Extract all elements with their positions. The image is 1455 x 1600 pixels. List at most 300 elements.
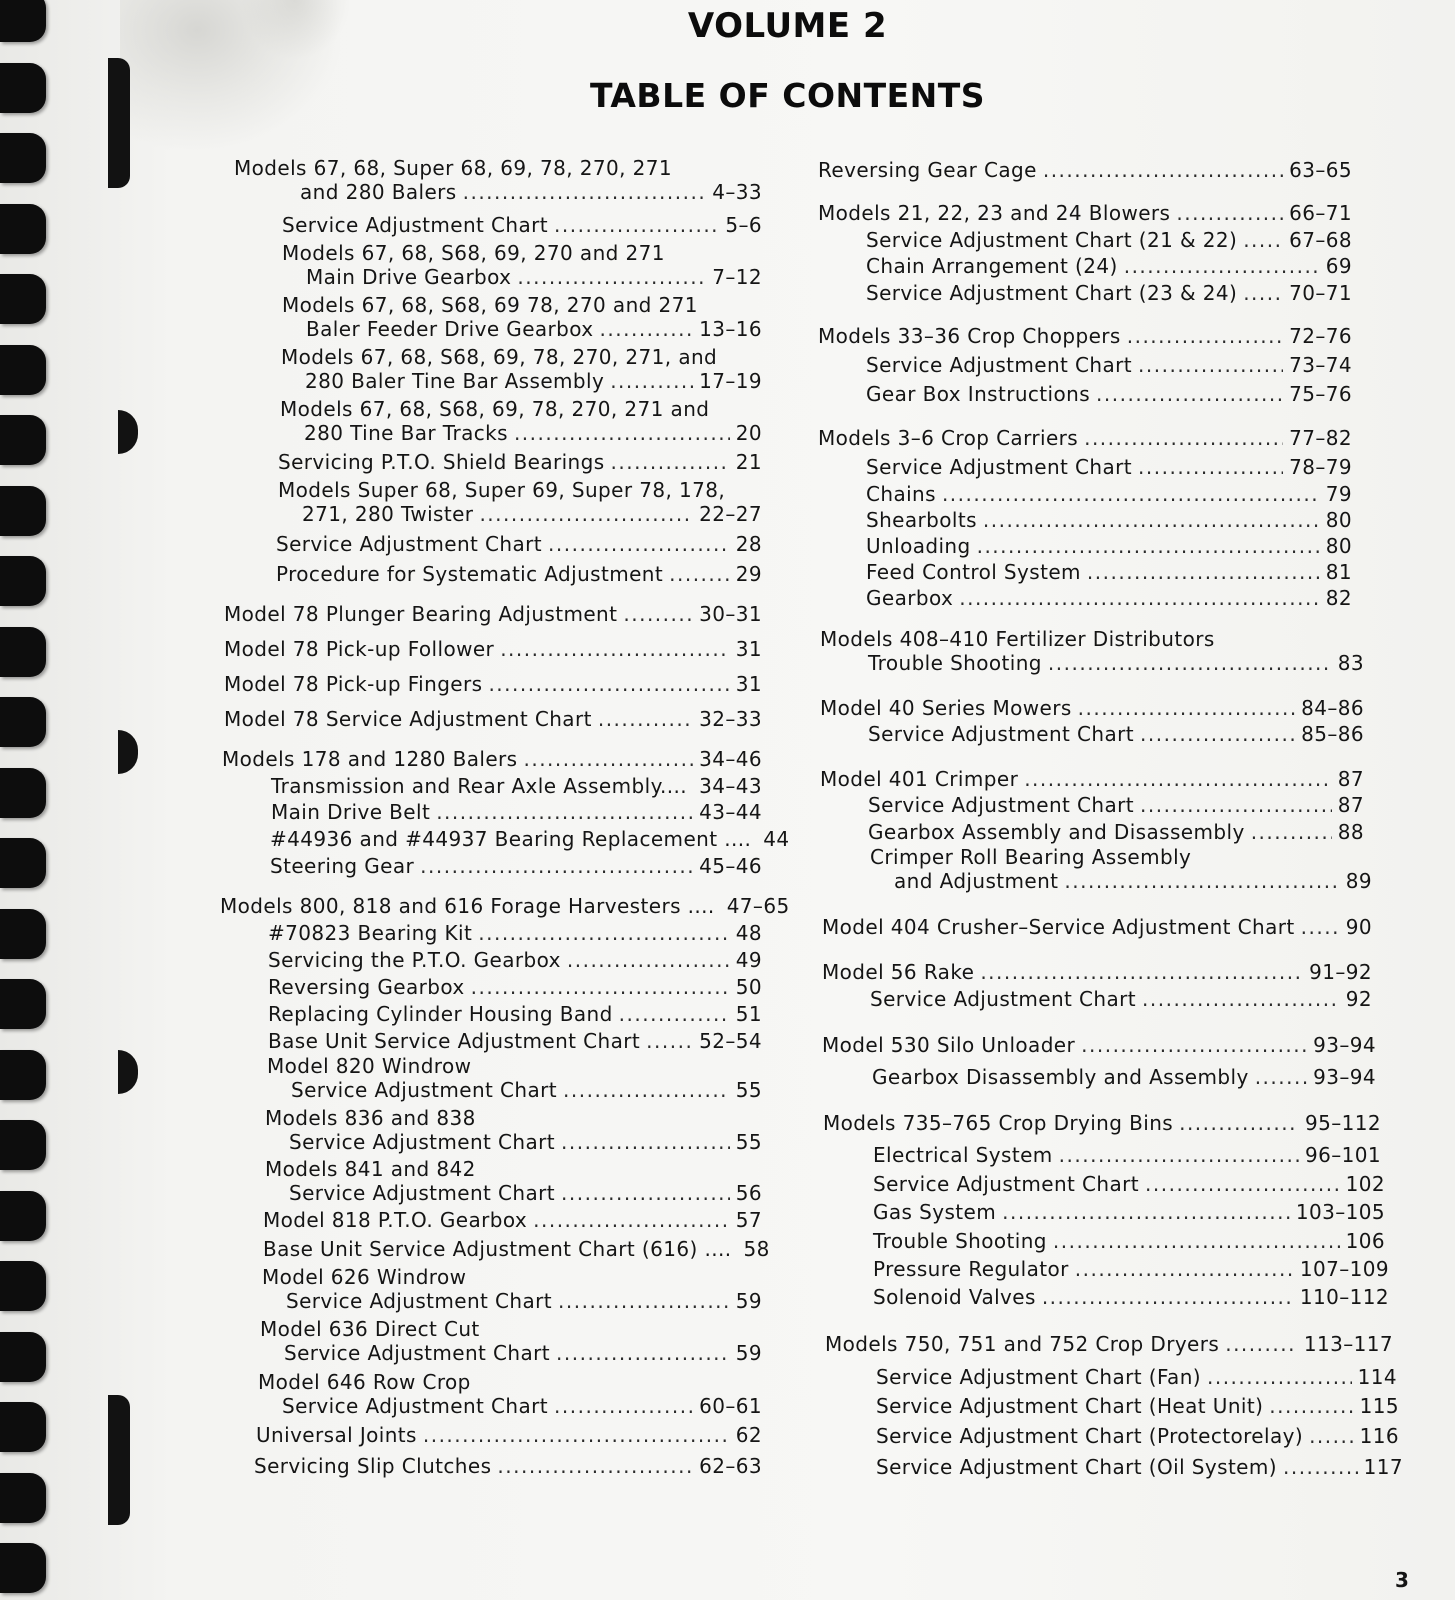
toc-entry-page: 106: [1345, 1229, 1385, 1253]
toc-entry-page: 91–92: [1309, 960, 1372, 984]
toc-entry: [263, 1237, 770, 1261]
toc-entry: [306, 265, 762, 289]
dot-leader: [556, 1341, 730, 1365]
toc-entry-page: 51: [735, 1002, 762, 1026]
toc-entry: [282, 1394, 762, 1418]
dot-leader: [1176, 201, 1283, 225]
toc-entry-title: Procedure for Systematic Adjustment: [276, 562, 664, 586]
toc-entry-title: Chain Arrangement (24): [866, 254, 1118, 278]
toc-entry-title: Universal Joints: [256, 1423, 417, 1447]
dot-leader: [1243, 228, 1283, 252]
toc-entry: [873, 1229, 1385, 1253]
binding-coil: [0, 768, 46, 818]
toc-entry-page: 113–117: [1303, 1332, 1393, 1356]
toc-entry: [876, 1365, 1397, 1389]
volume-heading: VOLUME 2: [687, 6, 888, 46]
toc-entry: [820, 767, 1364, 791]
toc-entry-page: 50: [735, 975, 762, 999]
toc-entry-page: 22–27: [699, 502, 762, 526]
toc-entry: [220, 894, 790, 918]
toc-entry: [873, 1257, 1389, 1281]
toc-entry-page: 49: [735, 948, 762, 972]
toc-entry: [289, 1130, 762, 1154]
dot-leader: [1251, 820, 1332, 844]
toc-entry: [268, 948, 762, 972]
toc-entry: [818, 426, 1352, 450]
dot-leader: [548, 532, 730, 556]
toc-entry: [222, 747, 762, 771]
toc-entry-title: Service Adjustment Chart: [284, 1341, 551, 1365]
toc-entry-title: Shearbolts: [866, 508, 977, 532]
page-number: 3: [1395, 1568, 1409, 1592]
toc-entry-title: Service Adjustment Chart: [866, 455, 1133, 479]
dot-leader: [497, 1454, 693, 1478]
toc-entry: [284, 1341, 762, 1365]
binding-coil: [0, 838, 46, 888]
toc-entry-title: Reversing Gear Cage: [818, 158, 1037, 182]
toc-entry-title: Model 78 Service Adjustment Chart: [224, 707, 592, 731]
toc-entry-page: 73–74: [1289, 353, 1352, 377]
dot-leader: [561, 1181, 730, 1205]
toc-entry-title: Electrical System: [873, 1143, 1053, 1167]
toc-entry-title: Models 735–765 Crop Drying Bins: [823, 1111, 1174, 1135]
toc-entry-page: 115: [1359, 1394, 1399, 1418]
toc-entry-page: 31: [735, 637, 762, 661]
toc-entry-page: 56: [735, 1181, 762, 1205]
dot-leader: [1053, 1229, 1340, 1253]
toc-entry-page: 48: [735, 921, 762, 945]
dot-leader: [1179, 1111, 1299, 1135]
dot-leader: [1059, 1143, 1299, 1167]
toc-entry: [823, 1111, 1381, 1135]
dot-leader: [436, 800, 693, 824]
dot-leader: [423, 1423, 730, 1447]
toc-entry: [872, 1065, 1376, 1089]
toc-entry-title: Models 33–36 Crop Choppers: [818, 324, 1121, 348]
toc-entry-page: 4–33: [712, 180, 762, 204]
toc-entry-title: Pressure Regulator: [873, 1257, 1069, 1281]
toc-entry-title: and Adjustment: [894, 869, 1059, 893]
toc-entry: [818, 324, 1352, 348]
toc-entry: [271, 800, 762, 824]
dot-leader: [646, 1029, 693, 1053]
toc-entry-title: Servicing P.T.O. Shield Bearings: [278, 450, 605, 474]
toc-entry-title: and 280 Balers: [300, 180, 457, 204]
toc-entry-page: 78–79: [1289, 455, 1352, 479]
toc-entry-page: 17–19: [699, 369, 762, 393]
toc-entry-page: 75–76: [1289, 382, 1352, 406]
toc-entry-page: 66–71: [1289, 201, 1352, 225]
binding-coil: [0, 979, 46, 1029]
toc-entry: [822, 915, 1372, 939]
dot-leader: [567, 948, 730, 972]
toc-entry-page: 82: [1325, 586, 1352, 610]
toc-entry-title: Gas System: [873, 1200, 997, 1224]
toc-entry-heading-line: Models 408–410 Fertilizer Distributors: [820, 627, 1215, 651]
dot-leader: [1127, 324, 1283, 348]
toc-entry-page: 31: [735, 672, 762, 696]
dot-leader: [977, 534, 1320, 558]
dot-leader: [1084, 426, 1283, 450]
dot-leader: [1064, 869, 1339, 893]
toc-entry-page: 62–63: [699, 1454, 762, 1478]
toc-entry: [873, 1143, 1381, 1167]
toc-entry-heading-line: Model 636 Direct Cut: [260, 1317, 480, 1341]
binding-coil: [0, 274, 46, 324]
toc-entry-title: Chains: [866, 482, 936, 506]
toc-entry-page: 30–31: [699, 602, 762, 626]
dot-leader: [1243, 281, 1283, 305]
toc-entry-page: 55: [735, 1078, 762, 1102]
toc-entry-page: 34–46: [699, 747, 762, 771]
toc-entry-page: 34–43: [699, 774, 762, 798]
binding-coil: [0, 909, 46, 959]
dot-leader: [1138, 353, 1283, 377]
toc-entry: [306, 317, 762, 341]
binding-coil: [0, 1473, 46, 1523]
dot-leader: [1075, 1257, 1294, 1281]
toc-entry-title: 280 Baler Tine Bar Assembly: [305, 369, 605, 393]
toc-entry: [268, 1002, 762, 1026]
toc-entry: [870, 987, 1372, 1011]
toc-entry: [868, 793, 1364, 817]
toc-entry-title: Models 178 and 1280 Balers: [222, 747, 518, 771]
toc-entry-title: Model 401 Crimper: [820, 767, 1019, 791]
dot-leader: [1225, 1332, 1298, 1356]
dot-leader: [1024, 767, 1332, 791]
toc-entry-title: Model 56 Rake: [822, 960, 975, 984]
toc-entry: [822, 1033, 1376, 1057]
toc-entry-title: Service Adjustment Chart: [286, 1289, 553, 1313]
toc-entry: [300, 180, 762, 204]
binding-tab: [118, 1050, 138, 1094]
toc-entry: [304, 421, 762, 445]
toc-entry: [866, 534, 1352, 558]
toc-entry: [868, 651, 1364, 675]
dot-leader: [1301, 915, 1340, 939]
binding-coil: [0, 486, 46, 536]
toc-entry-page: 60–61: [699, 1394, 762, 1418]
toc-entry-title: Model 78 Pick-up Fingers: [224, 672, 483, 696]
toc-entry-title: Model 40 Series Mowers: [820, 696, 1072, 720]
toc-entry: [278, 450, 762, 474]
toc-entry-title: Models 800, 818 and 616 Forage Harvesters ....: [220, 894, 715, 918]
toc-entry-title: 271, 280 Twister: [302, 502, 474, 526]
toc-entry: [268, 975, 762, 999]
toc-entry-title: Models 3–6 Crop Carriers: [818, 426, 1079, 450]
toc-entry-title: Baler Feeder Drive Gearbox: [306, 317, 594, 341]
toc-entry-page: 107–109: [1299, 1257, 1389, 1281]
toc-entry-heading-line: Model 820 Windrow: [267, 1054, 472, 1078]
toc-entry-page: 52–54: [699, 1029, 762, 1053]
dot-leader: [611, 450, 730, 474]
toc-entry-page: 84–86: [1301, 696, 1364, 720]
toc-entry-title: Service Adjustment Chart (Heat Unit): [876, 1394, 1264, 1418]
toc-entry-title: Service Adjustment Chart: [873, 1172, 1140, 1196]
toc-entry-title: Model 818 P.T.O. Gearbox: [263, 1208, 528, 1232]
dot-leader: [517, 265, 706, 289]
toc-entry: [276, 532, 762, 556]
toc-entry-title: Reversing Gearbox: [268, 975, 465, 999]
toc-entry: [866, 353, 1352, 377]
dot-leader: [1269, 1394, 1353, 1418]
toc-entry-title: Base Unit Service Adjustment Chart: [268, 1029, 641, 1053]
toc-entry-title: Service Adjustment Chart: [868, 793, 1135, 817]
toc-entry-title: 280 Tine Bar Tracks: [304, 421, 508, 445]
toc-entry-page: 63–65: [1289, 158, 1352, 182]
toc-entry-heading-line: Models 836 and 838: [265, 1106, 476, 1130]
dot-leader: [1140, 793, 1332, 817]
toc-entry-page: 21: [735, 450, 762, 474]
toc-entry: [224, 672, 762, 696]
toc-entry: [818, 158, 1352, 182]
toc-entry: [256, 1423, 762, 1447]
dot-leader: [563, 1078, 730, 1102]
toc-entry: [876, 1455, 1403, 1479]
toc-entry-page: 7–12: [712, 265, 762, 289]
toc-entry-title: Models 21, 22, 23 and 24 Blowers: [818, 201, 1171, 225]
toc-entry: [224, 637, 762, 661]
toc-entry-title: Service Adjustment Chart: [289, 1181, 556, 1205]
dot-leader: [558, 1289, 730, 1313]
toc-entry-page: 116: [1359, 1424, 1399, 1448]
dot-leader: [598, 707, 693, 731]
toc-entry-heading-line: Crimper Roll Bearing Assembly: [870, 845, 1192, 869]
toc-entry-title: Solenoid Valves: [873, 1285, 1036, 1309]
dot-leader: [478, 921, 730, 945]
toc-entry: [286, 1289, 762, 1313]
toc-entry-title: Gearbox: [866, 586, 954, 610]
toc-entry-heading-line: Models 67, 68, S68, 69, 78, 270, 271, and: [281, 345, 718, 369]
dot-leader: [523, 747, 693, 771]
toc-entry-page: 67–68: [1289, 228, 1352, 252]
toc-entry: [822, 960, 1372, 984]
binding-coil: [0, 1543, 46, 1593]
toc-entry-page: 55: [735, 1130, 762, 1154]
binding-coil: [0, 697, 46, 747]
toc-entry: [282, 213, 762, 237]
toc-entry-title: Service Adjustment Chart: [282, 213, 549, 237]
toc-entry: [268, 1029, 762, 1053]
dot-leader: [619, 1002, 730, 1026]
dot-leader: [1138, 455, 1283, 479]
binding-coil: [0, 1332, 46, 1382]
dot-leader: [488, 672, 729, 696]
toc-entry-page: 80: [1325, 508, 1352, 532]
toc-entry-page: 20: [735, 421, 762, 445]
toc-entry: [866, 281, 1352, 305]
dot-leader: [1048, 651, 1332, 675]
toc-entry: [866, 228, 1352, 252]
toc-entry-page: 81: [1325, 560, 1352, 584]
dot-leader: [420, 854, 693, 878]
toc-entry-title: Trouble Shooting: [873, 1229, 1047, 1253]
dot-leader: [942, 482, 1320, 506]
toc-entry-page: 110–112: [1299, 1285, 1389, 1309]
toc-entry: [873, 1200, 1385, 1224]
toc-entry-page: 90: [1345, 915, 1372, 939]
dot-leader: [959, 586, 1320, 610]
toc-entry-heading-line: Model 646 Row Crop: [258, 1370, 471, 1394]
toc-entry-page: 28: [735, 532, 762, 556]
toc-entry-page: 43–44: [699, 800, 762, 824]
binding-tab: [108, 1395, 130, 1525]
toc-entry: [818, 201, 1352, 225]
binding-coil: [0, 204, 46, 254]
toc-entry-page: 103–105: [1295, 1200, 1385, 1224]
toc-entry: [866, 508, 1352, 532]
binding-coil: [0, 1120, 46, 1170]
toc-heading: TABLE OF CONTENTS: [589, 76, 986, 115]
toc-entry: [289, 1181, 762, 1205]
toc-entry: [270, 827, 790, 851]
toc-entry: [271, 774, 762, 798]
toc-entry-title: Service Adjustment Chart: [289, 1130, 556, 1154]
toc-entry-title: Models 750, 751 and 752 Crop Dryers: [825, 1332, 1220, 1356]
toc-entry-page: 87: [1337, 767, 1364, 791]
dot-leader: [1255, 1065, 1307, 1089]
spiral-binding: [0, 0, 60, 1600]
toc-entry-title: #70823 Bearing Kit: [268, 921, 473, 945]
toc-entry-page: 29: [735, 562, 762, 586]
toc-entry-page: 5–6: [725, 213, 762, 237]
toc-entry: [224, 602, 762, 626]
toc-entry-title: Transmission and Rear Axle Assembly....: [271, 774, 687, 798]
toc-entry-page: 44: [763, 827, 790, 851]
toc-entry: [868, 820, 1364, 844]
dot-leader: [1142, 987, 1340, 1011]
toc-entry-page: 85–86: [1301, 722, 1364, 746]
toc-entry: [270, 854, 762, 878]
dot-leader: [1096, 382, 1283, 406]
toc-entry: [302, 502, 762, 526]
toc-entry-page: 59: [735, 1289, 762, 1313]
dot-leader: [669, 562, 730, 586]
dot-leader: [1043, 158, 1283, 182]
toc-entry: [224, 707, 762, 731]
dot-leader: [1124, 254, 1320, 278]
dot-leader: [1309, 1424, 1354, 1448]
toc-entry-title: Model 530 Silo Unloader: [822, 1033, 1076, 1057]
toc-entry-page: 69: [1325, 254, 1352, 278]
toc-entry-title: Model 78 Pick-up Follower: [224, 637, 495, 661]
binding-coil: [0, 1402, 46, 1452]
toc-entry: [263, 1208, 762, 1232]
toc-entry-page: 93–94: [1313, 1033, 1376, 1057]
toc-entry-heading-line: Models 67, 68, S68, 69, 78, 270, 271 and: [280, 397, 710, 421]
toc-entry-page: 80: [1325, 534, 1352, 558]
toc-entry-page: 88: [1337, 820, 1364, 844]
toc-entry-title: Service Adjustment Chart: [282, 1394, 549, 1418]
toc-entry-heading-line: Models 67, 68, Super 68, 69, 78, 270, 271: [234, 156, 673, 180]
toc-entry: [866, 382, 1352, 406]
dot-leader: [479, 502, 693, 526]
toc-entry: [291, 1078, 762, 1102]
toc-entry-page: 95–112: [1304, 1111, 1381, 1135]
toc-entry-title: Service Adjustment Chart (Oil System): [876, 1455, 1277, 1479]
toc-entry-title: Servicing Slip Clutches: [254, 1454, 492, 1478]
toc-entry: [268, 921, 762, 945]
toc-entry: [866, 455, 1352, 479]
dot-leader: [1002, 1200, 1290, 1224]
dot-leader: [1140, 722, 1295, 746]
dot-leader: [1207, 1365, 1352, 1389]
toc-entry: [876, 1394, 1399, 1418]
dot-leader: [983, 508, 1320, 532]
binding-coil: [0, 1050, 46, 1100]
dot-leader: [1283, 1455, 1358, 1479]
toc-entry-page: 96–101: [1304, 1143, 1381, 1167]
toc-entry-title: Replacing Cylinder Housing Band: [268, 1002, 613, 1026]
toc-entry-title: Service Adjustment Chart: [276, 532, 543, 556]
toc-entry: [868, 722, 1364, 746]
toc-entry-page: 59: [735, 1341, 762, 1365]
toc-entry-page: 89: [1345, 869, 1372, 893]
toc-entry-heading-line: Models 841 and 842: [265, 1157, 476, 1181]
toc-entry-title: Trouble Shooting: [868, 651, 1042, 675]
toc-entry-title: Feed Control System: [866, 560, 1081, 584]
toc-entry: [866, 586, 1352, 610]
dot-leader: [554, 1394, 693, 1418]
dot-leader: [514, 421, 730, 445]
dot-leader: [500, 637, 730, 661]
toc-entry: [866, 482, 1352, 506]
toc-entry-title: Model 78 Plunger Bearing Adjustment: [224, 602, 618, 626]
toc-entry-page: 87: [1337, 793, 1364, 817]
toc-entry-title: Gearbox Disassembly and Assembly: [872, 1065, 1249, 1089]
toc-entry-title: Service Adjustment Chart: [868, 722, 1135, 746]
toc-entry-page: 117: [1363, 1455, 1403, 1479]
dot-leader: [533, 1208, 730, 1232]
toc-entry-title: Unloading: [866, 534, 971, 558]
toc-entry-title: Main Drive Belt: [271, 800, 431, 824]
binding-coil: [0, 133, 46, 183]
binding-coil: [0, 415, 46, 465]
dot-leader: [1042, 1285, 1294, 1309]
toc-entry-page: 102: [1345, 1172, 1385, 1196]
toc-entry-title: Service Adjustment Chart (21 & 22): [866, 228, 1238, 252]
dot-leader: [561, 1130, 730, 1154]
toc-entry-title: Base Unit Service Adjustment Chart (616) ....: [263, 1237, 732, 1261]
toc-entry-page: 47–65: [726, 894, 790, 918]
toc-entry-page: 93–94: [1313, 1065, 1376, 1089]
toc-entry: [876, 1424, 1399, 1448]
binding-tab: [118, 410, 138, 454]
toc-entry-page: 58: [743, 1237, 770, 1261]
toc-entry: [873, 1285, 1389, 1309]
toc-entry-page: 77–82: [1289, 426, 1352, 450]
toc-entry-page: 114: [1357, 1365, 1397, 1389]
toc-entry: [254, 1454, 762, 1478]
dot-leader: [610, 369, 693, 393]
toc-entry-title: Model 404 Crusher–Service Adjustment Chart: [822, 915, 1295, 939]
toc-entry: [825, 1332, 1393, 1356]
dot-leader: [1145, 1172, 1340, 1196]
toc-entry-title: #44936 and #44937 Bearing Replacement ....: [270, 827, 752, 851]
binding-coil: [0, 1261, 46, 1311]
toc-entry-title: Service Adjustment Chart: [870, 987, 1137, 1011]
toc-entry-title: Main Drive Gearbox: [306, 265, 512, 289]
toc-entry-title: Service Adjustment Chart (23 & 24): [866, 281, 1238, 305]
binding-coil: [0, 1191, 46, 1241]
dot-leader: [554, 213, 719, 237]
toc-entry-title: Steering Gear: [270, 854, 415, 878]
toc-entry-page: 32–33: [699, 707, 762, 731]
binding-coil: [0, 627, 46, 677]
dot-leader: [1078, 696, 1295, 720]
dot-leader: [1087, 560, 1320, 584]
toc-entry-page: 70–71: [1289, 281, 1352, 305]
